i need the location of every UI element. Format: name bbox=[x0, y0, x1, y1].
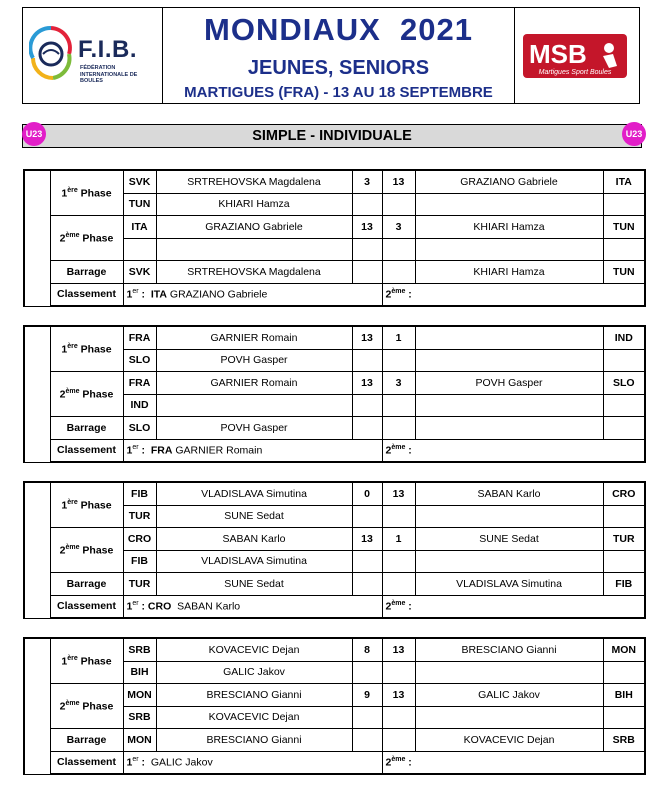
country-code: FIB bbox=[123, 482, 156, 505]
phase-label: 1ère Phase bbox=[50, 170, 123, 216]
score: 13 bbox=[352, 326, 382, 349]
player-name: KOVACEVIC Dejan bbox=[415, 729, 603, 752]
player-name: GARNIER Romain bbox=[156, 372, 352, 395]
table-row bbox=[24, 482, 645, 505]
country-code: TUN bbox=[603, 261, 645, 284]
score bbox=[382, 417, 415, 440]
score bbox=[382, 550, 415, 573]
player-name: GALIC Jakov bbox=[156, 661, 352, 684]
section-title-bar bbox=[22, 124, 642, 148]
player-name: POVH Gasper bbox=[156, 349, 352, 372]
player-name: SUNE Sedat bbox=[156, 505, 352, 528]
country-code: MON bbox=[603, 638, 645, 661]
country-code bbox=[603, 661, 645, 684]
classement-label: Classement bbox=[50, 751, 123, 774]
score: 0 bbox=[352, 482, 382, 505]
table-row bbox=[24, 417, 645, 440]
classement-label: Classement bbox=[50, 283, 123, 306]
score: 9 bbox=[352, 684, 382, 707]
barrage-label: Barrage bbox=[50, 729, 123, 752]
table-row bbox=[24, 261, 645, 284]
poule-name bbox=[24, 326, 50, 462]
score: 3 bbox=[382, 216, 415, 239]
player-name bbox=[415, 349, 603, 372]
player-name: GALIC Jakov bbox=[415, 684, 603, 707]
score: 1 bbox=[382, 326, 415, 349]
country-code: FIB bbox=[123, 550, 156, 573]
player-name: GRAZIANO Gabriele bbox=[415, 170, 603, 193]
player-name bbox=[415, 394, 603, 417]
player-name bbox=[415, 326, 603, 349]
player-name bbox=[415, 550, 603, 573]
player-name: KHIARI Hamza bbox=[415, 216, 603, 239]
score: 13 bbox=[382, 684, 415, 707]
event-title-block bbox=[163, 8, 514, 103]
second-place: 2ème : bbox=[382, 283, 645, 306]
score bbox=[352, 573, 382, 596]
first-place: 1er : GALIC Jakov bbox=[123, 751, 382, 774]
poule-table bbox=[23, 481, 646, 619]
score bbox=[382, 394, 415, 417]
country-code bbox=[603, 193, 645, 216]
first-place: 1er : CRO SABAN Karlo bbox=[123, 595, 382, 618]
score bbox=[352, 238, 382, 261]
player-name: KOVACEVIC Dejan bbox=[156, 706, 352, 729]
score bbox=[352, 394, 382, 417]
score bbox=[382, 729, 415, 752]
second-place: 2ème : bbox=[382, 439, 645, 462]
country-code bbox=[603, 238, 645, 261]
score: 3 bbox=[352, 170, 382, 193]
country-code: SLO bbox=[123, 417, 156, 440]
country-code: IND bbox=[123, 394, 156, 417]
phase-label: 2ème Phase bbox=[50, 216, 123, 261]
poule-table bbox=[23, 637, 646, 775]
msb-logo-block bbox=[515, 8, 639, 103]
player-name: SRTREHOVSKA Magdalena bbox=[156, 170, 352, 193]
country-code: MON bbox=[123, 729, 156, 752]
player-name: VLADISLAVA Simutina bbox=[415, 573, 603, 596]
table-row bbox=[24, 638, 645, 661]
player-name: BRESCIANO Gianni bbox=[415, 638, 603, 661]
score: 1 bbox=[382, 528, 415, 551]
score bbox=[382, 505, 415, 528]
country-code: TUN bbox=[123, 193, 156, 216]
country-code: SLO bbox=[603, 372, 645, 395]
player-name bbox=[415, 505, 603, 528]
category-badge-left: U23 bbox=[22, 122, 46, 146]
country-code: TUR bbox=[603, 528, 645, 551]
section-title: SIMPLE - INDIVIDUALE bbox=[252, 128, 412, 144]
score bbox=[352, 661, 382, 684]
classement-row bbox=[24, 751, 645, 774]
country-code: FIB bbox=[603, 573, 645, 596]
score: 13 bbox=[352, 528, 382, 551]
poule-name bbox=[24, 482, 50, 618]
player-name: SRTREHOVSKA Magdalena bbox=[156, 261, 352, 284]
phase-label: 1ère Phase bbox=[50, 638, 123, 684]
table-row bbox=[24, 326, 645, 349]
player-name bbox=[415, 661, 603, 684]
score: 13 bbox=[382, 638, 415, 661]
table-row bbox=[24, 573, 645, 596]
country-code: SLO bbox=[123, 349, 156, 372]
score: 13 bbox=[382, 170, 415, 193]
score bbox=[382, 661, 415, 684]
poule-name bbox=[24, 638, 50, 774]
score bbox=[382, 573, 415, 596]
country-code: SRB bbox=[603, 729, 645, 752]
score bbox=[382, 193, 415, 216]
player-name bbox=[415, 238, 603, 261]
fib-logo-block bbox=[23, 8, 162, 103]
event-title: MONDIAUX 2021 bbox=[204, 12, 473, 47]
table-row bbox=[24, 216, 645, 239]
phase-label: 1ère Phase bbox=[50, 482, 123, 528]
country-code: TUR bbox=[123, 573, 156, 596]
event-subtitle: JEUNES, SENIORS bbox=[247, 57, 430, 79]
player-name: SUNE Sedat bbox=[415, 528, 603, 551]
score bbox=[352, 729, 382, 752]
country-code: SRB bbox=[123, 638, 156, 661]
country-code: CRO bbox=[123, 528, 156, 551]
player-name bbox=[156, 238, 352, 261]
country-code bbox=[123, 238, 156, 261]
score bbox=[382, 261, 415, 284]
phase-label: 1ère Phase bbox=[50, 326, 123, 372]
score bbox=[382, 706, 415, 729]
msb-logo-text: MSB bbox=[529, 39, 587, 69]
poule-table bbox=[23, 325, 646, 463]
player-name: BRESCIANO Gianni bbox=[156, 684, 352, 707]
player-name: BRESCIANO Gianni bbox=[156, 729, 352, 752]
classement-row bbox=[24, 439, 645, 462]
second-place: 2ème : bbox=[382, 595, 645, 618]
score: 8 bbox=[352, 638, 382, 661]
player-name: KOVACEVIC Dejan bbox=[156, 638, 352, 661]
player-name: KHIARI Hamza bbox=[415, 261, 603, 284]
phase-label: 2ème Phase bbox=[50, 684, 123, 729]
score bbox=[352, 417, 382, 440]
score bbox=[382, 238, 415, 261]
score bbox=[352, 349, 382, 372]
score bbox=[352, 550, 382, 573]
country-code bbox=[603, 505, 645, 528]
score: 13 bbox=[352, 372, 382, 395]
country-code: BIH bbox=[603, 684, 645, 707]
score: 3 bbox=[382, 372, 415, 395]
category-badge-right: U23 bbox=[622, 122, 646, 146]
player-name: GARNIER Romain bbox=[156, 326, 352, 349]
second-place: 2ème : bbox=[382, 751, 645, 774]
player-name bbox=[415, 706, 603, 729]
country-code: CRO bbox=[603, 482, 645, 505]
classement-label: Classement bbox=[50, 595, 123, 618]
score bbox=[352, 261, 382, 284]
score: 13 bbox=[382, 482, 415, 505]
score bbox=[352, 193, 382, 216]
score bbox=[352, 706, 382, 729]
player-name: SABAN Karlo bbox=[415, 482, 603, 505]
country-code: FRA bbox=[123, 372, 156, 395]
player-name bbox=[156, 394, 352, 417]
phase-label: 2ème Phase bbox=[50, 528, 123, 573]
player-name: KHIARI Hamza bbox=[156, 193, 352, 216]
country-code bbox=[603, 417, 645, 440]
country-code: ITA bbox=[603, 170, 645, 193]
classement-row bbox=[24, 283, 645, 306]
classement-label: Classement bbox=[50, 439, 123, 462]
player-name: POVH Gasper bbox=[156, 417, 352, 440]
msb-logo-icon bbox=[523, 34, 627, 78]
country-code bbox=[603, 394, 645, 417]
table-row bbox=[24, 372, 645, 395]
fib-subtitle: FÉDÉRATION INTERNATIONALE DE BOULES bbox=[80, 65, 138, 84]
player-name bbox=[415, 417, 603, 440]
country-code: BIH bbox=[123, 661, 156, 684]
barrage-label: Barrage bbox=[50, 261, 123, 284]
country-code bbox=[603, 349, 645, 372]
barrage-label: Barrage bbox=[50, 573, 123, 596]
country-code: IND bbox=[603, 326, 645, 349]
score: 13 bbox=[352, 216, 382, 239]
score bbox=[352, 505, 382, 528]
country-code: ITA bbox=[123, 216, 156, 239]
country-code: SRB bbox=[123, 706, 156, 729]
first-place: 1er : ITA GRAZIANO Gabriele bbox=[123, 283, 382, 306]
fib-logo-icon bbox=[29, 24, 73, 86]
country-code: SVK bbox=[123, 261, 156, 284]
country-code: SVK bbox=[123, 170, 156, 193]
country-code: FRA bbox=[123, 326, 156, 349]
player-name: VLADISLAVA Simutina bbox=[156, 482, 352, 505]
player-name: SABAN Karlo bbox=[156, 528, 352, 551]
player-name: POVH Gasper bbox=[415, 372, 603, 395]
player-name: SUNE Sedat bbox=[156, 573, 352, 596]
classement-row bbox=[24, 595, 645, 618]
table-row bbox=[24, 170, 645, 193]
poule-table bbox=[23, 169, 646, 307]
poule-name: POULE bbox=[24, 170, 50, 306]
first-place: 1er : FRA GARNIER Romain bbox=[123, 439, 382, 462]
table-row bbox=[24, 528, 645, 551]
country-code bbox=[603, 550, 645, 573]
country-code: TUR bbox=[123, 505, 156, 528]
country-code: MON bbox=[123, 684, 156, 707]
phase-label: 2ème Phase bbox=[50, 372, 123, 417]
player-name: VLADISLAVA Simutina bbox=[156, 550, 352, 573]
player-name: GRAZIANO Gabriele bbox=[156, 216, 352, 239]
country-code: TUN bbox=[603, 216, 645, 239]
barrage-label: Barrage bbox=[50, 417, 123, 440]
event-location: MARTIGUES (FRA) - 13 AU 18 SEPTEMBRE bbox=[184, 84, 493, 101]
score bbox=[382, 349, 415, 372]
table-row bbox=[24, 729, 645, 752]
msb-logo-caption: Martigues Sport Boules bbox=[538, 69, 612, 76]
country-code bbox=[603, 706, 645, 729]
header-banner bbox=[22, 7, 640, 104]
table-row bbox=[24, 684, 645, 707]
player-name bbox=[415, 193, 603, 216]
fib-title: F.I.B. bbox=[78, 36, 138, 63]
